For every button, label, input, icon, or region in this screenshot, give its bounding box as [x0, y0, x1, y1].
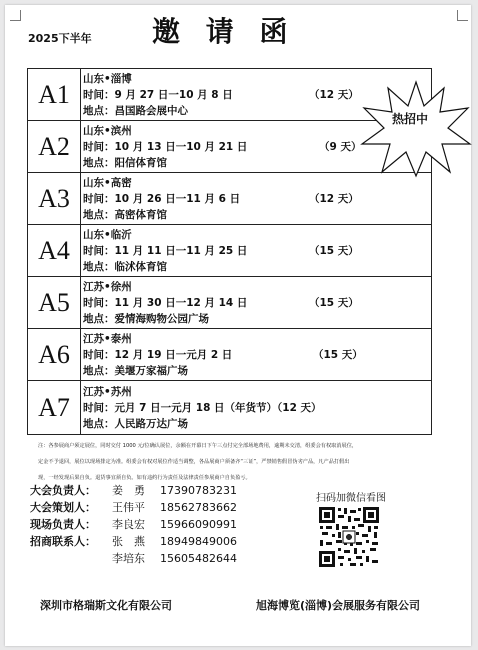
crop-mark-top-left — [10, 10, 21, 21]
event-time: 时间：9 月 27 日一10 月 8 日 — [83, 88, 233, 101]
contact-phone: 15605482644 — [160, 552, 237, 565]
event-region: 山东•临沂 — [83, 228, 132, 241]
year-label: 2025下半年 — [28, 32, 92, 45]
contact-role: 现场负责人： — [30, 518, 96, 531]
event-code: A4 — [28, 225, 81, 277]
event-venue: 地点：阳信体育馆 — [83, 156, 167, 169]
event-code: A6 — [28, 329, 81, 381]
contact-row — [30, 516, 237, 533]
event-venue: 地点：昌国路会展中心 — [83, 104, 188, 117]
contact-role: 大会策划人： — [30, 501, 96, 514]
event-code: A3 — [28, 173, 81, 225]
wechat-qr-code-icon — [318, 506, 380, 568]
contact-name: 张 燕 — [112, 535, 145, 548]
event-time: 时间：11 月 11 日一11 月 25 日 — [83, 244, 248, 257]
contact-role: 招商联系人： — [30, 535, 96, 548]
terms-notes — [38, 438, 448, 486]
contact-phone: 15966090991 — [160, 518, 237, 531]
hot-badge-text: 热招中 — [392, 112, 429, 126]
event-region: 江苏•泰州 — [83, 332, 132, 345]
contact-name: 李培东 — [112, 552, 145, 565]
contact-phone: 17390783231 — [160, 484, 237, 497]
event-days: （9 天） — [319, 140, 362, 153]
event-days: （15 天） — [309, 296, 359, 309]
contact-name: 李良宏 — [112, 518, 145, 531]
schedule-row — [28, 173, 432, 225]
event-venue: 地点：高密体育馆 — [83, 208, 167, 221]
contact-phone: 18949849006 — [160, 535, 237, 548]
event-days: （15 天） — [313, 348, 363, 361]
event-code: A2 — [28, 121, 81, 173]
page-title: 邀 请 函 — [152, 15, 296, 48]
event-days: （12 天） — [309, 192, 359, 205]
footer-company-left: 深圳市格瑞斯文化有限公司 — [40, 599, 172, 612]
event-region: 山东•滨州 — [83, 124, 132, 137]
event-region: 江苏•苏州 — [83, 385, 132, 398]
terms-line: 注：各参展商户须定展位，同时交付 1000 元/位确认展位，余额在开幕日下午三点付完全部场地费用，逾期未交清，组委会有权取消展位， — [38, 443, 358, 449]
contacts-list — [30, 482, 237, 567]
contact-role: 大会负责人： — [30, 484, 96, 497]
terms-line: 定金不予退回，展位以现场排定为准。组委会有权对展位作适当调整，各品展商户须备齐“三证”，严禁销售假冒伪劣产品，凡产品打假出 — [38, 459, 350, 465]
crop-mark-top-right — [457, 10, 468, 21]
event-code: A7 — [28, 381, 81, 435]
contact-name: 姜 勇 — [112, 484, 145, 497]
terms-line: 现，一经发现后果自负。退货事宜须自负。如有违约行为责任及法律责任参展商户自负盈亏。 — [38, 475, 251, 481]
event-days: （15 天） — [309, 244, 359, 257]
schedule-row — [28, 225, 432, 277]
schedule-row — [28, 329, 432, 381]
contact-name: 王伟平 — [112, 501, 145, 514]
schedule-row — [28, 277, 432, 329]
event-time: 时间：10 月 13 日一10 月 21 日 — [83, 140, 248, 153]
event-code: A5 — [28, 277, 81, 329]
event-region: 山东•高密 — [83, 176, 132, 189]
contact-phone: 18562783662 — [160, 501, 237, 514]
event-time: 时间：11 月 30 日一12 月 14 日 — [83, 296, 248, 309]
contact-row — [30, 533, 237, 550]
event-venue: 地点：美堰万家福广场 — [83, 364, 188, 377]
qr-label: 扫码加微信看图 — [316, 493, 386, 504]
contact-row — [30, 499, 237, 516]
event-venue: 地点：爱情海购物公园广场 — [83, 312, 209, 325]
event-code: A1 — [28, 69, 81, 121]
event-venue: 地点：临沭体育馆 — [83, 260, 167, 273]
event-days: （12 天） — [309, 88, 359, 101]
event-time: 时间：10 月 26 日一11 月 6 日 — [83, 192, 241, 205]
event-venue: 地点：人民路万达广场 — [83, 417, 188, 430]
event-region: 江苏•徐州 — [83, 280, 132, 293]
event-time: 时间：元月 7 日一元月 18 日（年货节）（12 天） — [83, 401, 322, 414]
event-time: 时间：12 月 19 日一元月 2 日 — [83, 348, 233, 361]
footer-company-right: 旭海博览(淄博)会展服务有限公司 — [256, 599, 421, 612]
contact-row — [30, 550, 237, 567]
contact-row — [30, 482, 237, 499]
schedule-row — [28, 381, 432, 435]
hot-badge-burst-icon — [360, 78, 472, 178]
event-region: 山东•淄博 — [83, 72, 132, 85]
